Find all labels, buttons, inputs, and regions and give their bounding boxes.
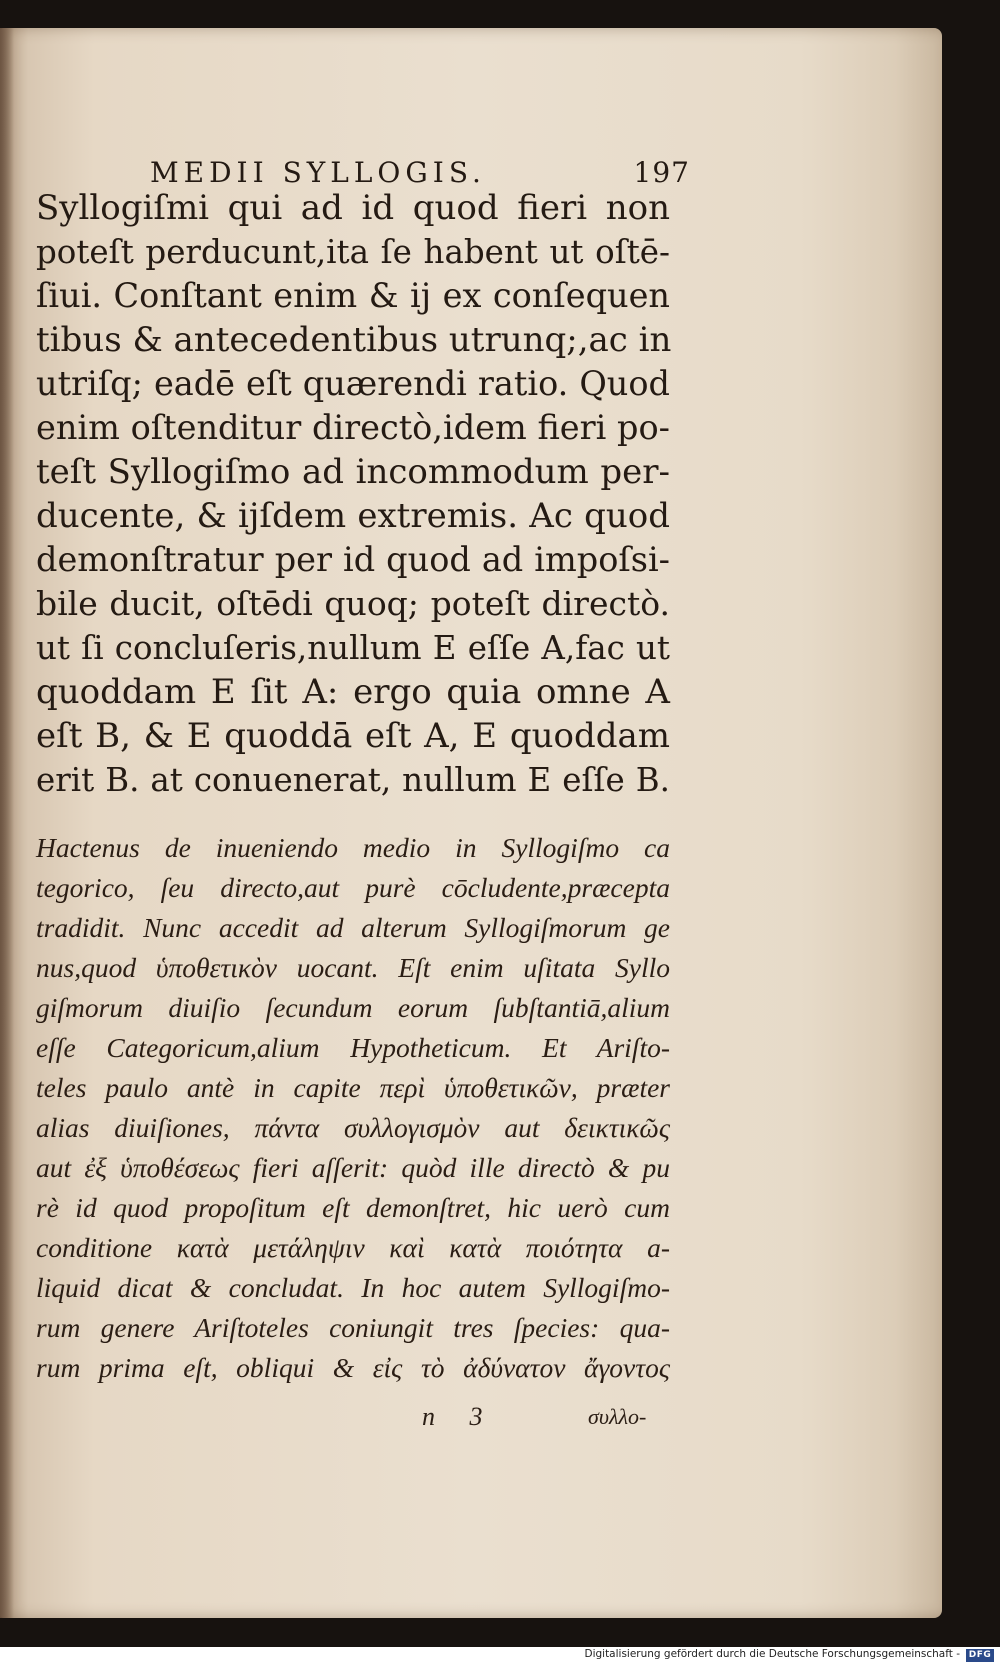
main-text-line: ſiui. Conſtant enim & ij ex conſequen: [36, 276, 670, 315]
page-gutter-shadow: [0, 28, 14, 1618]
main-text-line: quoddam E ſit A: ergo quia omne A: [36, 672, 670, 712]
main-text-line: utriſq; eadē eſt quærendi ratio. Quod: [36, 364, 670, 403]
commentary-line: alias diuiſiones, πάντα συλλογισμὸν aut δεικτικῶς: [36, 1112, 670, 1143]
commentary-line: tegorico, ſeu directo,aut purè cōcludente,præcepta: [36, 872, 670, 903]
commentary-line: liquid dicat & concludat. In hoc autem Syllogiſmo-: [36, 1272, 670, 1303]
commentary-line: giſmorum diuiſio ſecundum eorum ſubſtantiā,alium: [36, 992, 670, 1023]
funding-credit: Digitalisierung gefördert durch die Deutsche Forschungsgemeinschaft -: [584, 1648, 960, 1660]
main-text-line: bile ducit, oſtēdi quoq; poteſt directò.: [36, 584, 670, 623]
main-text-line: ducente, & ijſdem extremis. Ac quod: [36, 496, 670, 536]
commentary-line: tradidit. Nunc accedit ad alterum Syllogiſmorum ge: [36, 912, 670, 943]
dfg-logo: DFG: [966, 1649, 994, 1662]
main-text-line: erit B. at conuenerat, nullum E eſſe B.: [36, 761, 670, 799]
main-text-line: poteſt perducunt,ita ſe habent ut oſtē-: [36, 233, 670, 271]
commentary-line: conditione κατὰ μετάληψιν καὶ κατὰ ποιότητα a-: [36, 1232, 670, 1263]
main-text-line: demonſtratur per id quod ad impoſsi-: [36, 540, 670, 579]
commentary-line: nus,quod ὑποθετικὸν uocant. Eſt enim uſitata Syllo: [36, 952, 670, 983]
catchword: συλλο-: [588, 1404, 647, 1429]
page-number: 197: [633, 156, 690, 189]
signature-mark: n 3: [422, 1402, 497, 1431]
main-text-line: tibus & antecedentibus utrunq;,ac in: [36, 320, 672, 360]
running-title: MEDII SYLLOGIS.: [150, 156, 486, 189]
main-text-line: teſt Syllogiſmo ad incommodum per-: [36, 452, 670, 492]
commentary-line: rum genere Ariſtoteles coniungit tres ſpecies: qua-: [36, 1312, 670, 1343]
commentary-line: eſſe Categoricum,alium Hypotheticum. Et Ariſto-: [36, 1032, 670, 1063]
commentary-line: teles paulo antè in capite περὶ ὑποθετικῶν, præter: [36, 1072, 670, 1103]
main-text-line: Syllogiſmi qui ad id quod fieri non: [36, 188, 670, 228]
main-text-line: enim oſtenditur directò,idem fieri po-: [36, 408, 670, 447]
paper-page: [0, 28, 942, 1618]
commentary-line: rè id quod propoſitum eſt demonſtret, hic uerò cum: [36, 1192, 670, 1223]
main-text-line: eſt B, & E quoddā eſt A, E quoddam: [36, 716, 670, 756]
commentary-line: Hactenus de inueniendo medio in Syllogiſmo ca: [36, 832, 670, 863]
digitization-footer: [0, 1647, 1000, 1665]
commentary-line: rum prima eſt, obliqui & εἰς τὸ ἀδύνατον ἄγοντος: [36, 1352, 670, 1383]
commentary-line: aut ἐξ ὑποθέσεως fieri aſſerit: quòd ille directò & pu: [36, 1152, 670, 1183]
main-text-line: ut ſi concluſeris,nullum E eſſe A,fac ut: [36, 629, 670, 667]
